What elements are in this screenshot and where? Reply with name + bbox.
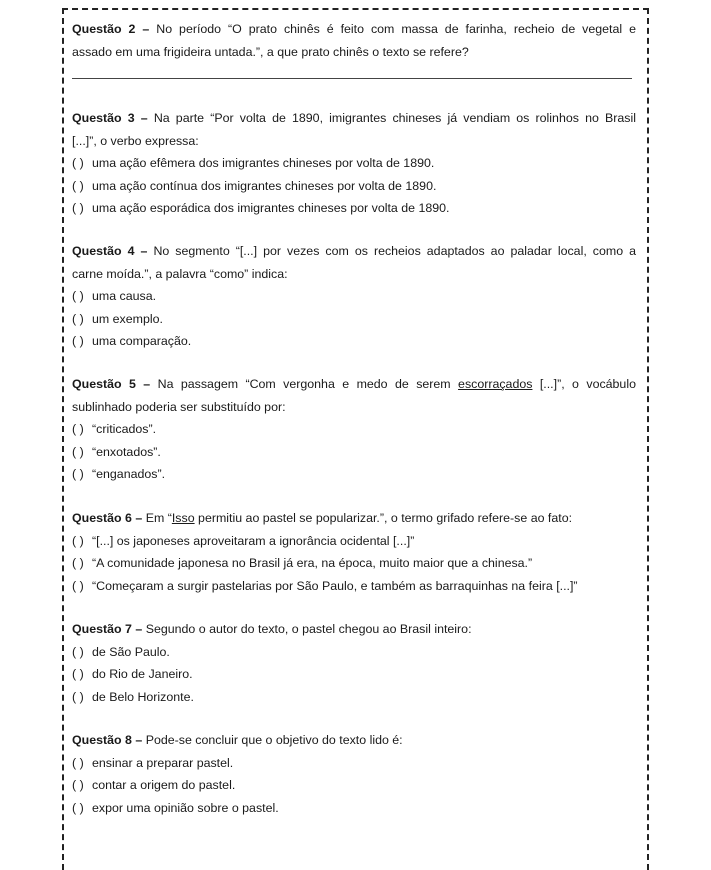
answer-checkbox[interactable]: ( ) [72,334,84,349]
question-label: Questão 8 – [72,733,143,747]
question-2 [72,18,636,63]
question-7 [72,618,636,708]
answer-checkbox[interactable]: ( ) [72,156,84,171]
answer-checkbox[interactable]: ( ) [72,556,84,571]
option-c[interactable]: ( ) de Belo Horizonte. [72,686,636,709]
answer-checkbox[interactable]: ( ) [72,201,84,216]
question-label: Questão 3 – [72,111,148,125]
question-label: Questão 2 – [72,22,150,36]
question-prompt-cont: sublinhado poderia ser substituído por: [72,399,286,414]
underlined-word: escorraçados [458,377,533,391]
option-c[interactable]: ( ) “enganados”. [72,463,636,486]
option-b[interactable]: ( ) “A comunidade japonesa no Brasil já era, na época, muito maior que a chinesa.” [72,552,636,575]
question-prompt: No período “O prato chinês é feito com massa de farinha, recheio de vegetal e [156,22,636,36]
question-6: Questão 6 – Em “Isso permitiu ao pastel se popularizar.”, o termo grifado refere-se ao fato: ( ) “[...] os japoneses aproveitaram a ignorância ocidental [...]” ( ) “A comunidade japonesa no Brasil já era, na época, muito maior que a chinesa.” ( ) “Começaram a surgir pastelarias por São Paulo, e também as barraquinhas na feira [...]” [72,507,636,597]
answer-checkbox[interactable]: ( ) [72,644,84,659]
question-prompt: Pode-se concluir que o objetivo do texto lido é: [145,733,403,747]
underlined-word: Isso [171,511,195,525]
question-4 [72,240,636,353]
option-c[interactable]: ( ) expor uma opinião sobre o pastel. [72,797,636,820]
option-a[interactable]: ( ) “[...] os japoneses aproveitaram a ignorância ocidental [...]” [72,530,636,553]
answer-checkbox[interactable]: ( ) [72,467,84,482]
question-prompt-cont: [...]”, o verbo expressa: [72,133,199,148]
option-c[interactable]: ( ) uma comparação. [72,330,636,353]
option-b[interactable]: ( ) uma ação contínua dos imigrantes chineses por volta de 1890. [72,175,636,198]
option-a[interactable]: ( ) ensinar a preparar pastel. [72,752,636,775]
answer-checkbox[interactable]: ( ) [72,778,84,793]
option-b[interactable]: ( ) um exemplo. [72,308,636,331]
option-c[interactable]: ( ) uma ação esporádica dos imigrantes chineses por volta de 1890. [72,197,636,220]
option-b[interactable]: ( ) “enxotados”. [72,441,636,464]
question-prompt: No segmento “[...] por vezes com os recheios adaptados ao paladar local, como a [153,244,636,258]
question-prompt: Na parte “Por volta de 1890, imigrantes chineses já vendiam os rolinhos no Brasil [153,111,636,125]
option-a[interactable]: ( ) de São Paulo. [72,641,636,664]
answer-checkbox[interactable]: ( ) [72,289,84,304]
question-label: Questão 6 – [72,511,143,525]
answer-checkbox[interactable]: ( ) [72,800,84,815]
answer-checkbox[interactable]: ( ) [72,444,84,459]
answer-checkbox[interactable]: ( ) [72,755,84,770]
option-a[interactable]: ( ) “criticados”. [72,418,636,441]
question-3 [72,107,636,220]
answer-checkbox[interactable]: ( ) [72,422,84,437]
answer-line[interactable] [72,78,632,79]
option-b[interactable]: ( ) contar a origem do pastel. [72,774,636,797]
option-b[interactable]: ( ) do Rio de Janeiro. [72,663,636,686]
answer-checkbox[interactable]: ( ) [72,667,84,682]
answer-checkbox[interactable]: ( ) [72,311,84,326]
question-prompt-cont: carne moída.”, a palavra “como” indica: [72,266,288,281]
answer-checkbox[interactable]: ( ) [72,533,84,548]
answer-checkbox[interactable]: ( ) [72,578,84,593]
answer-checkbox[interactable]: ( ) [72,689,84,704]
option-a[interactable]: ( ) uma causa. [72,285,636,308]
question-label: Questão 4 – [72,244,148,258]
question-label: Questão 7 – [72,622,143,636]
answer-checkbox[interactable]: ( ) [72,178,84,193]
question-prompt: Segundo o autor do texto, o pastel chegou ao Brasil inteiro: [145,622,472,636]
option-a[interactable]: ( ) uma ação efêmera dos imigrantes chineses por volta de 1890. [72,152,636,175]
question-prompt-cont: assado em uma frigideira untada.”, a que prato chinês o texto se refere? [72,44,469,59]
question-label: Questão 5 – [72,377,151,391]
option-c[interactable]: ( ) “Começaram a surgir pastelarias por São Paulo, e também as barraquinhas na feira [...]” [72,575,636,598]
question-5: Questão 5 – Na passagem “Com vergonha e medo de serem escorraçados [...]”, o vocábulo sublinhado poderia ser substituído por: ( ) “criticados”. ( ) “enxotados”. ( ) “enganados”. [72,373,636,486]
question-8 [72,729,636,819]
